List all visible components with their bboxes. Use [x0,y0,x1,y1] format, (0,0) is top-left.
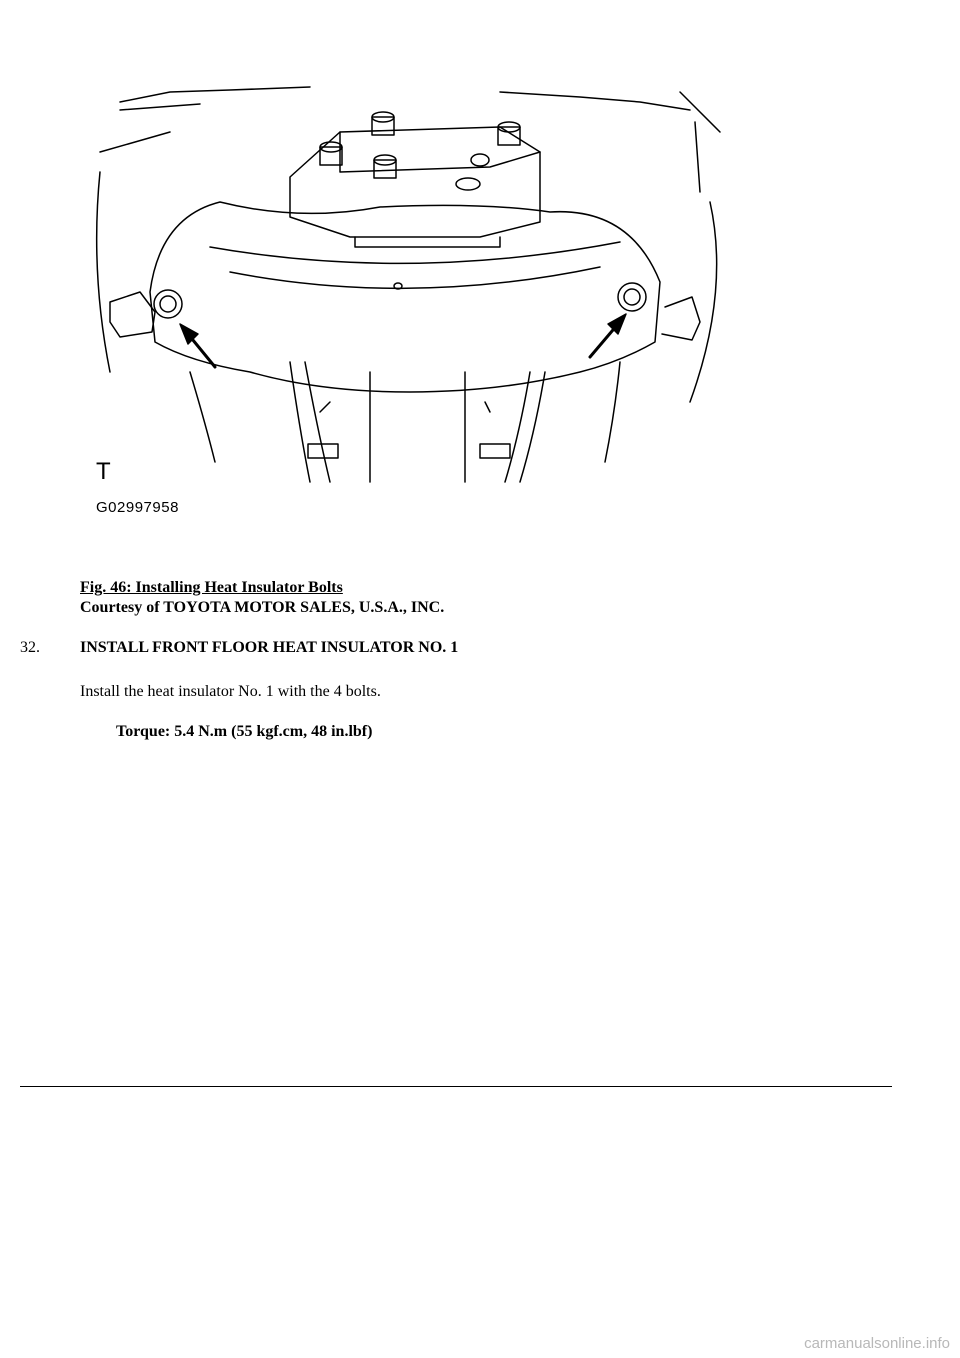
arrow-right [590,314,626,357]
installation-illustration [80,72,730,532]
step-instruction: Install the heat insulator No. 1 with the 4 bolts. [80,683,381,700]
insulator-bolt-right [618,283,646,311]
figure-courtesy: Courtesy of TOYOTA MOTOR SALES, U.S.A., INC. [80,599,445,616]
page-divider [20,1086,892,1087]
insulator-bolt-left [154,290,182,318]
heat-insulator [150,202,660,392]
figure-label-letter: T [96,458,111,485]
figure-code: G02997958 [96,499,179,516]
torque-spec: Torque: 5.4 N.m (55 kgf.cm, 48 in.lbf) [116,723,373,740]
step-number: 32. [20,639,40,656]
step-heading-row [20,638,458,658]
bracket-bolts [320,112,520,190]
figure-title[interactable]: Fig. 46: Installing Heat Insulator Bolts [80,579,343,596]
center-bracket [290,127,540,237]
step-heading: INSTALL FRONT FLOOR HEAT INSULATOR NO. 1 [80,639,459,656]
watermark: carmanualsonline.info [804,1335,950,1352]
figure-caption [80,578,444,618]
